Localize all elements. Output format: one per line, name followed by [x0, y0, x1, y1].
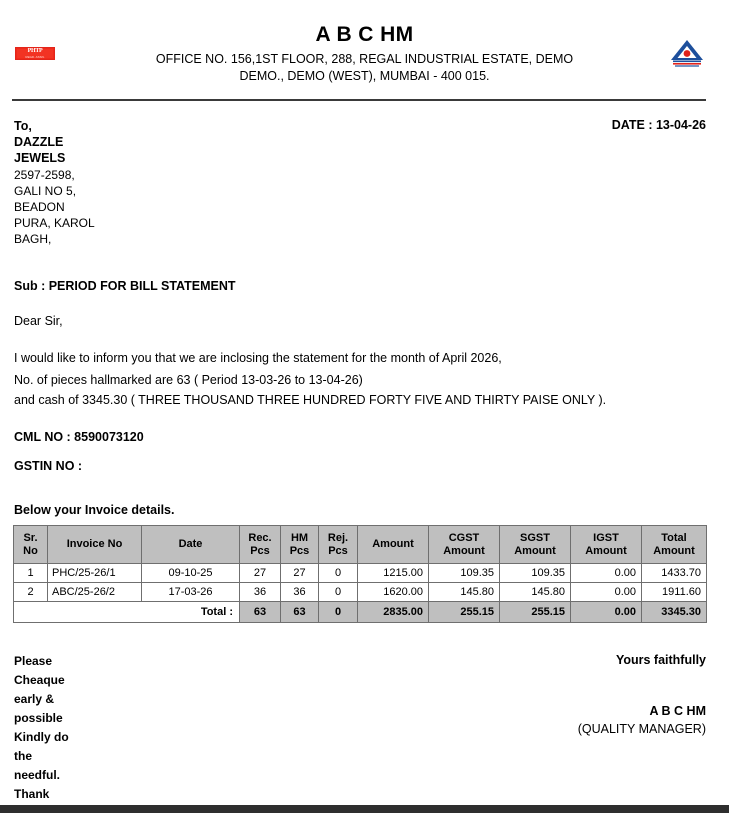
gstin-number: GSTIN NO :	[14, 459, 83, 473]
yours-faithfully-label: Yours faithfully	[615, 653, 706, 667]
col-header-line-1: HM	[290, 531, 309, 544]
recipient-address-line: BAGH,	[14, 232, 52, 247]
col-header-line-2: Amount	[653, 544, 695, 557]
cell-rec-pcs: 36	[240, 583, 281, 602]
col-header-invoice-no	[48, 526, 142, 564]
col-header-amount	[358, 526, 429, 564]
recipient-address-line: PURA, KAROL	[14, 216, 95, 231]
signature-role: (QUALITY MANAGER)	[577, 722, 706, 736]
cell-amount: 1620.00	[358, 583, 429, 602]
col-header-line-2: Pcs	[250, 544, 270, 557]
table-row	[14, 564, 707, 583]
cell-rej-pcs: 0	[319, 583, 358, 602]
table-total-row	[14, 602, 707, 623]
cell-rec-pcs: 27	[240, 564, 281, 583]
recipient-address-line: GALI NO 5,	[14, 183, 77, 198]
cell-amount: 1215.00	[358, 564, 429, 583]
cell-date: 09-10-25	[142, 564, 240, 583]
col-header-rec-pcs	[240, 526, 281, 564]
footer-note-line: the	[14, 749, 32, 763]
footer-note-line: Cheaque	[14, 673, 65, 687]
col-header-line-2: Amount	[514, 544, 556, 557]
col-header-igst-amount	[571, 526, 642, 564]
total-total-amount: 3345.30	[642, 602, 707, 623]
col-header-line-2: No	[23, 544, 38, 557]
footer-note-line: Please	[14, 654, 53, 668]
cell-cgst-amount: 145.80	[429, 583, 500, 602]
bis-hallmark-icon	[668, 38, 706, 68]
col-header-line-2: Amount	[443, 544, 485, 557]
col-header-total-amount	[642, 526, 707, 564]
signature-company-name: A B C HM	[649, 704, 706, 718]
col-header-date	[142, 526, 240, 564]
recipient-name-line-1: DAZZLE	[14, 135, 64, 150]
invoice-table	[13, 525, 707, 623]
company-address-line-2: DEMO., DEMO (WEST), MUMBAI - 400 015.	[239, 69, 490, 83]
col-header-line-1: Date	[178, 538, 203, 550]
document-header	[0, 0, 729, 99]
cell-sgst-amount: 109.35	[500, 564, 571, 583]
cell-total-amount: 1433.70	[642, 564, 707, 583]
col-header-line-1: Rec.	[248, 531, 272, 544]
col-header-cgst-amount	[429, 526, 500, 564]
recipient-to-label: To,	[14, 119, 32, 133]
company-logo-left-text: PHTP	[27, 48, 43, 54]
total-rej-pcs: 0	[319, 602, 358, 623]
total-amount: 2835.00	[358, 602, 429, 623]
salutation: Dear Sir,	[14, 314, 63, 328]
cell-date: 17-03-26	[142, 583, 240, 602]
col-header-line-1: IGST	[593, 531, 619, 544]
cell-invoice-no: PHC/25-26/1	[48, 564, 142, 583]
col-header-line-2: Pcs	[289, 544, 310, 557]
footer-bar	[0, 805, 729, 813]
cml-number: CML NO : 8590073120	[14, 430, 144, 444]
company-logo-left-subtext: REGD. ASSN.	[25, 55, 45, 59]
total-hm-pcs: 63	[281, 602, 319, 623]
total-label: Total :	[14, 602, 240, 623]
col-header-line-2: Amount	[585, 544, 627, 557]
recipient-address-block	[14, 118, 314, 248]
total-igst-amount: 0.00	[571, 602, 642, 623]
company-name-title: A B C HM	[315, 23, 414, 46]
body-paragraph-3: and cash of 3345.30 ( THREE THOUSAND THREE HUNDRED FORTY FIVE AND THIRTY PAISE ONLY ).	[14, 393, 607, 407]
col-header-sgst-amount	[500, 526, 571, 564]
total-sgst-amount: 255.15	[500, 602, 571, 623]
recipient-name-line-2: JEWELS	[14, 151, 66, 166]
col-header-line-2: Pcs	[328, 544, 348, 557]
footer-note-line: possible	[14, 711, 63, 725]
footer-note-block	[14, 652, 80, 804]
col-header-line-1: Invoice No	[66, 538, 123, 550]
cell-sgst-amount: 145.80	[500, 583, 571, 602]
cell-total-amount: 1911.60	[642, 583, 707, 602]
col-header-line-1: Rej.	[327, 531, 349, 544]
cell-igst-amount: 0.00	[571, 583, 642, 602]
col-header-line-1: Sr.	[23, 531, 38, 544]
col-header-hm-pcs	[281, 526, 319, 564]
footer-note-line: Thank	[14, 787, 50, 801]
col-header-rej-pcs	[319, 526, 358, 564]
col-header-line-1: SGST	[520, 531, 550, 544]
cell-cgst-amount: 109.35	[429, 564, 500, 583]
invoice-table-container	[13, 525, 706, 623]
cell-hm-pcs: 27	[281, 564, 319, 583]
invoice-table-header	[14, 526, 707, 564]
subject-line: Sub : PERIOD FOR BILL STATEMENT	[14, 279, 236, 293]
invoice-table-body	[14, 564, 707, 623]
col-header-line-1: CGST	[448, 531, 480, 544]
cell-sr-no: 1	[14, 564, 48, 583]
recipient-address-line: BEADON	[14, 200, 65, 215]
col-header-line-1: Total	[661, 531, 687, 544]
table-row	[14, 583, 707, 602]
col-header-sr-no	[14, 526, 48, 564]
total-rec-pcs: 63	[240, 602, 281, 623]
invoice-details-heading: Below your Invoice details.	[14, 503, 175, 517]
footer-note-line: Kindly do	[14, 730, 69, 744]
document-date: DATE : 13-04-26	[611, 118, 706, 132]
cell-hm-pcs: 36	[281, 583, 319, 602]
cell-rej-pcs: 0	[319, 564, 358, 583]
company-address-line-1: OFFICE NO. 156,1ST FLOOR, 288, REGAL INDUSTRIAL ESTATE, DEMO	[155, 52, 574, 66]
table-header-row	[14, 526, 707, 564]
recipient-address-line: 2597-2598,	[14, 167, 75, 182]
col-header-line-1: Amount	[372, 538, 414, 550]
footer-note-line: needful.	[14, 768, 61, 782]
body-paragraph-2: No. of pieces hallmarked are 63 ( Period 13-03-26 to 13-04-26)	[14, 373, 363, 387]
cell-sr-no: 2	[14, 583, 48, 602]
cell-invoice-no: ABC/25-26/2	[48, 583, 142, 602]
header-divider	[12, 99, 706, 101]
footer-note-line: early &	[14, 692, 55, 706]
body-paragraph-1: I would like to inform you that we are inclosing the statement for the month of April 2026,	[14, 351, 502, 365]
total-cgst-amount: 255.15	[429, 602, 500, 623]
cell-igst-amount: 0.00	[571, 564, 642, 583]
